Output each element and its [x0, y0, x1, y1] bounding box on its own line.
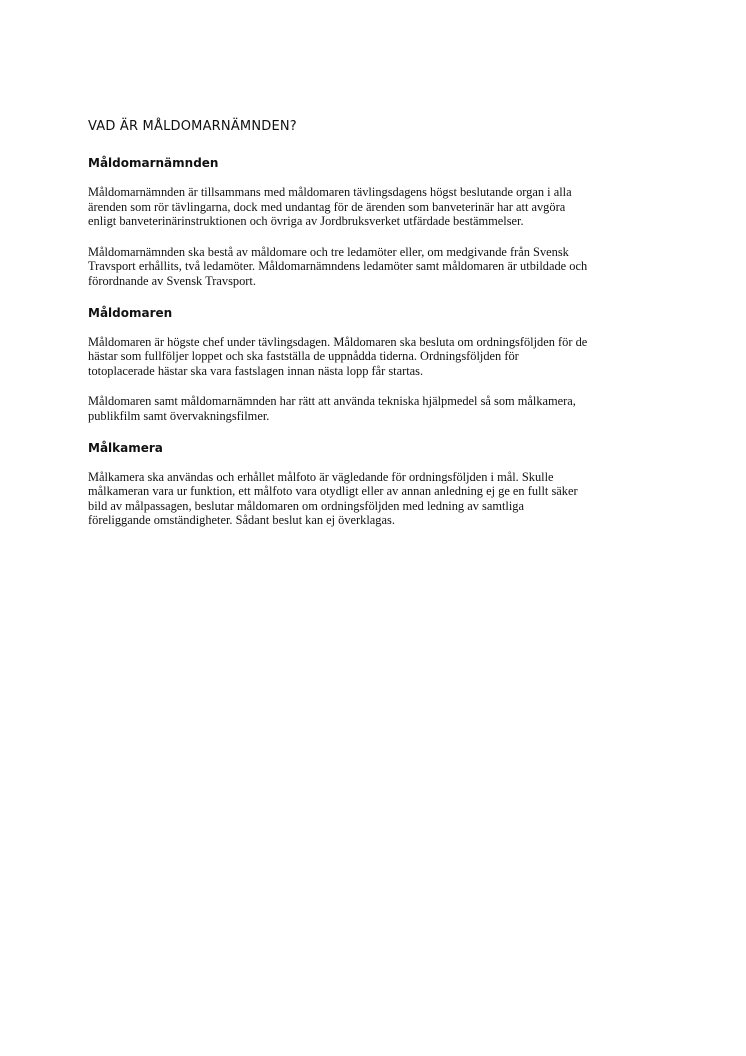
- paragraph: Måldomaren samt måldomarnämnden har rätt att använda tekniska hjälpmedel så som målkamera, publikfilm samt övervakningsfilmer.: [88, 394, 576, 423]
- section-heading: Målkamera: [88, 440, 163, 455]
- paragraph: Måldomarnämnden är tillsammans med måldomaren tävlingsdagens högst beslutande organ i alla ärenden som rör tävlingarna, dock med undantag för de ärenden som banveterinär har att avgöra enligt banveterinärinstruktionen och övriga av Jordbruksverket utfärdade bestämmelser.: [88, 185, 572, 229]
- section-malkamera: [88, 440, 588, 528]
- document-body: [88, 118, 588, 544]
- paragraph: Måldomarnämnden ska bestå av måldomare och tre ledamöter eller, om medgivande från Svensk Travsport erhållits, två ledamöter. Måldomarnämndens ledamöter samt måldomaren är utbildade och förordnande av Svensk Travsport.: [88, 244, 588, 288]
- section-maldomaren: [88, 305, 588, 424]
- section-maldomarnamnden: [88, 155, 588, 289]
- paragraph: Målkamera ska användas och erhållet målfoto är vägledande för ordningsföljden i mål. Skulle målkameran vara ur funktion, ett målfoto vara otydligt eller av annan anledning ej ge en fullt säker bild av målpassagen, beslutar måldomaren om ordningsföljden med ledning av samtliga föreliggande omständigheter. Sådant beslut kan ej överklagas.: [88, 469, 578, 528]
- page-title: VAD ÄR MÅLDOMARNÄMNDEN?: [88, 119, 297, 134]
- paragraph: Måldomaren är högste chef under tävlingsdagen. Måldomaren ska besluta om ordningsföljden för de hästar som fullföljer loppet och ska fastställa de uppnådda tiderna. Ordningsföljden för totoplacerade hästar ska vara fastslagen innan nästa lopp får startas.: [88, 334, 588, 378]
- section-heading: Måldomaren: [88, 305, 173, 320]
- section-heading: Måldomarnämnden: [88, 156, 219, 170]
